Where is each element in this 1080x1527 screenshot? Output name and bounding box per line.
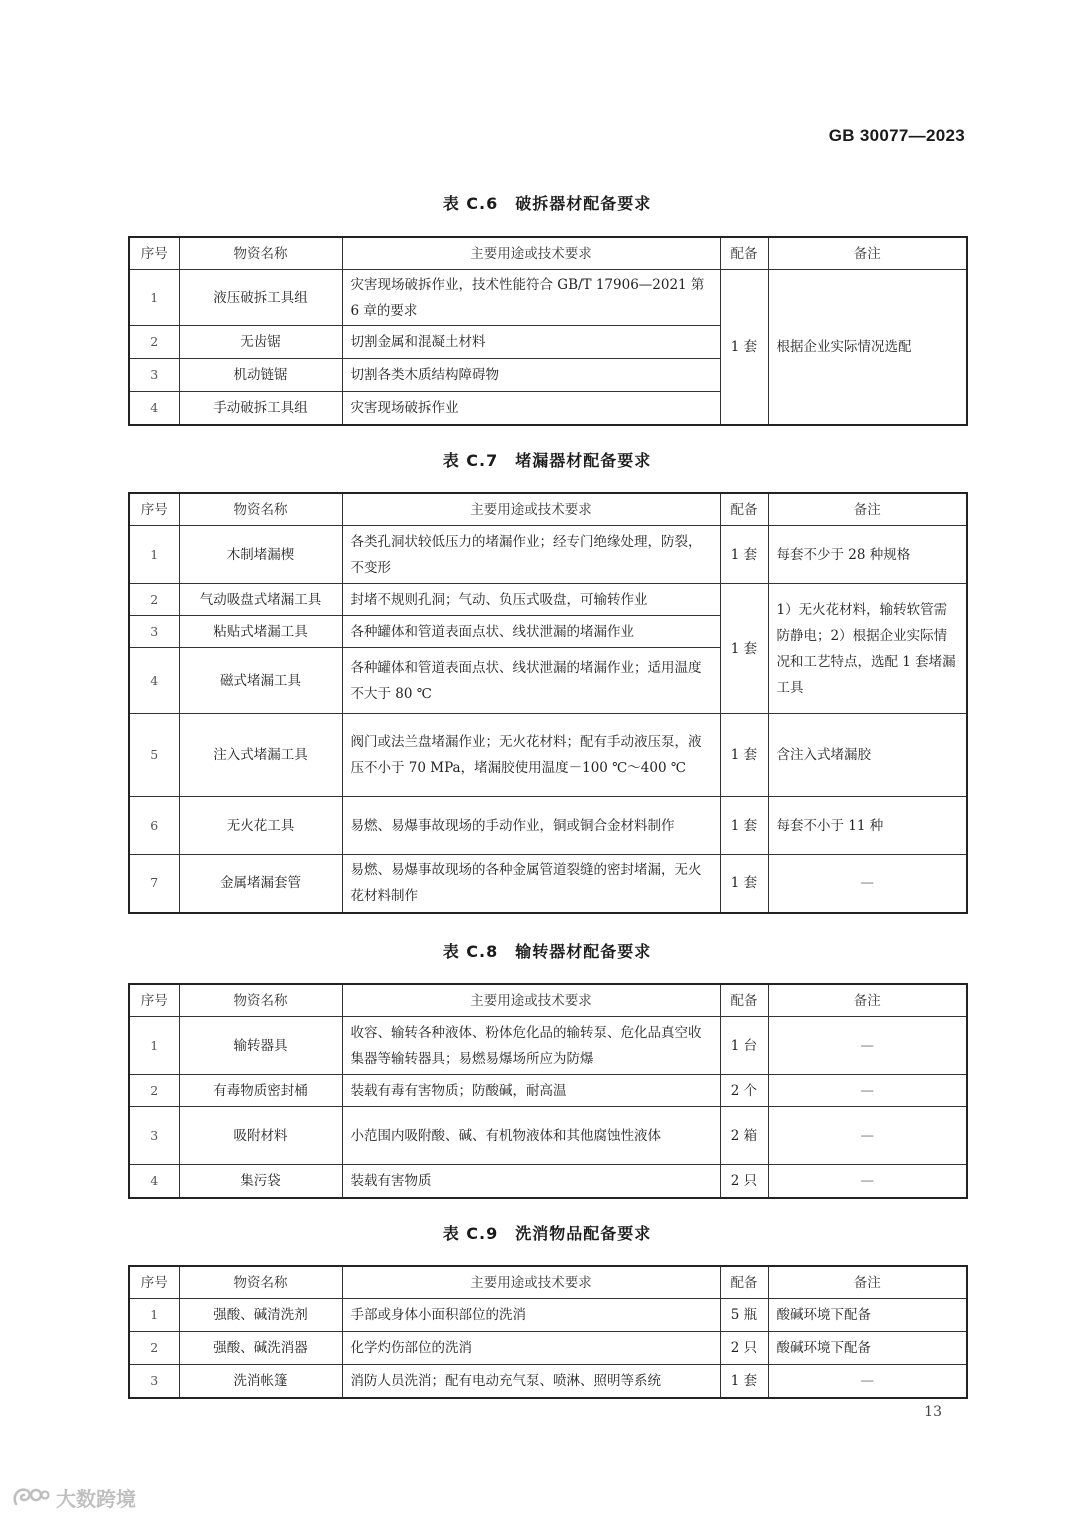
table-header-row bbox=[129, 493, 967, 526]
row-name: 磁式堵漏工具 bbox=[179, 648, 342, 714]
standard-code: GB 30077—2023 bbox=[828, 126, 965, 145]
table-row bbox=[129, 584, 967, 616]
row-name: 金属堵漏套管 bbox=[179, 855, 342, 913]
row-use: 阀门或法兰盘堵漏作业；无火花材料；配有手动液压泵，液压不小于 70 MPa，堵漏胶使用温度－100 ℃～400 ℃ bbox=[342, 714, 720, 797]
row-no: 6 bbox=[129, 797, 179, 855]
row-qty: 2 只 bbox=[720, 1165, 768, 1198]
col-header-no: 序号 bbox=[129, 1266, 179, 1299]
row-note: 酸碱环境下配备 bbox=[768, 1332, 967, 1365]
row-name: 洗消帐篷 bbox=[179, 1365, 342, 1398]
table-row bbox=[129, 270, 967, 326]
row-name: 吸附材料 bbox=[179, 1107, 342, 1165]
watermark bbox=[10, 1482, 136, 1512]
table-c8 bbox=[128, 983, 968, 1199]
col-header-qty: 配备 bbox=[720, 984, 768, 1017]
col-header-no: 序号 bbox=[129, 493, 179, 526]
row-name: 机动链锯 bbox=[179, 359, 342, 392]
row-note: — bbox=[768, 1165, 967, 1198]
table-c7-title: 表 C.7 堵漏器材配备要求 bbox=[442, 451, 652, 470]
row-name: 有毒物质密封桶 bbox=[179, 1075, 342, 1107]
table-c6-title: 表 C.6 破拆器材配备要求 bbox=[442, 194, 652, 213]
col-header-name: 物资名称 bbox=[179, 237, 342, 270]
table-header-row bbox=[129, 984, 967, 1017]
col-header-use: 主要用途或技术要求 bbox=[342, 1266, 720, 1299]
col-header-use: 主要用途或技术要求 bbox=[342, 984, 720, 1017]
row-qty: 1 套 bbox=[720, 1365, 768, 1398]
row-no: 3 bbox=[129, 616, 179, 648]
row-qty: 5 瓶 bbox=[720, 1299, 768, 1332]
row-no: 2 bbox=[129, 326, 179, 359]
row-note-shared: 1）无火花材料，输转软管需防静电；2）根据企业实际情况和工艺特点，选配 1 套堵漏工具 bbox=[768, 584, 967, 714]
table-row bbox=[129, 1107, 967, 1165]
row-use: 切割各类木质结构障碍物 bbox=[342, 359, 720, 392]
row-use: 装载有害物质 bbox=[342, 1165, 720, 1198]
col-header-qty: 配备 bbox=[720, 237, 768, 270]
col-header-note: 备注 bbox=[768, 1266, 967, 1299]
row-no: 3 bbox=[129, 1107, 179, 1165]
row-use: 消防人员洗消；配有电动充气泵、喷淋、照明等系统 bbox=[342, 1365, 720, 1398]
table-row bbox=[129, 1299, 967, 1332]
col-header-name: 物资名称 bbox=[179, 984, 342, 1017]
table-row bbox=[129, 797, 967, 855]
row-no: 7 bbox=[129, 855, 179, 913]
row-no: 4 bbox=[129, 1165, 179, 1198]
row-note: 每套不小于 11 种 bbox=[768, 797, 967, 855]
row-name: 气动吸盘式堵漏工具 bbox=[179, 584, 342, 616]
row-qty: 1 套 bbox=[720, 526, 768, 584]
row-no: 2 bbox=[129, 1075, 179, 1107]
row-no: 1 bbox=[129, 1299, 179, 1332]
row-note: 含注入式堵漏胶 bbox=[768, 714, 967, 797]
col-header-no: 序号 bbox=[129, 984, 179, 1017]
col-header-note: 备注 bbox=[768, 984, 967, 1017]
row-use: 各种罐体和管道表面点状、线状泄漏的堵漏作业；适用温度不大于 80 ℃ bbox=[342, 648, 720, 714]
row-name: 无齿锯 bbox=[179, 326, 342, 359]
row-name: 粘贴式堵漏工具 bbox=[179, 616, 342, 648]
row-qty: 1 台 bbox=[720, 1017, 768, 1075]
row-no: 5 bbox=[129, 714, 179, 797]
row-note: 每套不少于 28 种规格 bbox=[768, 526, 967, 584]
row-name: 手动破拆工具组 bbox=[179, 392, 342, 425]
table-c9-title: 表 C.9 洗消物品配备要求 bbox=[442, 1224, 652, 1243]
row-no: 1 bbox=[129, 270, 179, 326]
table-row bbox=[129, 1165, 967, 1198]
row-name: 注入式堵漏工具 bbox=[179, 714, 342, 797]
row-note: — bbox=[768, 1017, 967, 1075]
row-qty: 2 箱 bbox=[720, 1107, 768, 1165]
row-qty: 2 只 bbox=[720, 1332, 768, 1365]
row-name: 强酸、碱洗消器 bbox=[179, 1332, 342, 1365]
row-no: 4 bbox=[129, 648, 179, 714]
row-qty-shared: 1 套 bbox=[720, 584, 768, 714]
row-qty: 1 套 bbox=[720, 797, 768, 855]
watermark-text: 大数跨境 bbox=[56, 1486, 136, 1511]
row-qty: 2 个 bbox=[720, 1075, 768, 1107]
table-header-row bbox=[129, 237, 967, 270]
row-use: 切割金属和混凝土材料 bbox=[342, 326, 720, 359]
row-note-shared: 根据企业实际情况选配 bbox=[768, 270, 967, 425]
row-no: 2 bbox=[129, 1332, 179, 1365]
table-c7 bbox=[128, 492, 968, 914]
row-use: 灾害现场破拆作业 bbox=[342, 392, 720, 425]
table-row bbox=[129, 1075, 967, 1107]
row-use: 易燃、易爆事故现场的各种金属管道裂缝的密封堵漏，无火花材料制作 bbox=[342, 855, 720, 913]
row-use: 封堵不规则孔洞；气动、负压式吸盘，可输转作业 bbox=[342, 584, 720, 616]
row-use: 化学灼伤部位的洗消 bbox=[342, 1332, 720, 1365]
row-note: — bbox=[768, 1107, 967, 1165]
col-header-name: 物资名称 bbox=[179, 1266, 342, 1299]
col-header-no: 序号 bbox=[129, 237, 179, 270]
table-c6 bbox=[128, 236, 968, 426]
col-header-use: 主要用途或技术要求 bbox=[342, 493, 720, 526]
row-use: 各类孔洞状较低压力的堵漏作业；经专门绝缘处理，防裂，不变形 bbox=[342, 526, 720, 584]
watermark-logo-icon bbox=[10, 1484, 50, 1510]
row-use: 易燃、易爆事故现场的手动作业，铜或铜合金材料制作 bbox=[342, 797, 720, 855]
row-note: — bbox=[768, 1365, 967, 1398]
row-no: 4 bbox=[129, 392, 179, 425]
col-header-use: 主要用途或技术要求 bbox=[342, 237, 720, 270]
table-row bbox=[129, 1017, 967, 1075]
col-header-qty: 配备 bbox=[720, 1266, 768, 1299]
row-name: 输转器具 bbox=[179, 1017, 342, 1075]
table-header-row bbox=[129, 1266, 967, 1299]
table-row bbox=[129, 1365, 967, 1398]
row-note: — bbox=[768, 855, 967, 913]
table-row bbox=[129, 714, 967, 797]
col-header-qty: 配备 bbox=[720, 493, 768, 526]
row-use: 收容、输转各种液体、粉体危化品的输转泵、危化品真空收集器等输转器具；易燃易爆场所应为防爆 bbox=[342, 1017, 720, 1075]
row-use: 灾害现场破拆作业，技术性能符合 GB/T 17906—2021 第 6 章的要求 bbox=[342, 270, 720, 326]
row-name: 强酸、碱清洗剂 bbox=[179, 1299, 342, 1332]
row-no: 3 bbox=[129, 1365, 179, 1398]
row-use: 装载有毒有害物质；防酸碱，耐高温 bbox=[342, 1075, 720, 1107]
row-qty: 1 套 bbox=[720, 855, 768, 913]
row-name: 液压破拆工具组 bbox=[179, 270, 342, 326]
col-header-note: 备注 bbox=[768, 237, 967, 270]
row-no: 3 bbox=[129, 359, 179, 392]
table-row bbox=[129, 526, 967, 584]
row-name: 集污袋 bbox=[179, 1165, 342, 1198]
row-note: 酸碱环境下配备 bbox=[768, 1299, 967, 1332]
row-use: 小范围内吸附酸、碱、有机物液体和其他腐蚀性液体 bbox=[342, 1107, 720, 1165]
table-c9 bbox=[128, 1265, 968, 1399]
row-note: — bbox=[768, 1075, 967, 1107]
row-no: 1 bbox=[129, 526, 179, 584]
row-use: 各种罐体和管道表面点状、线状泄漏的堵漏作业 bbox=[342, 616, 720, 648]
row-no: 2 bbox=[129, 584, 179, 616]
table-row bbox=[129, 855, 967, 913]
row-qty: 1 套 bbox=[720, 714, 768, 797]
table-row bbox=[129, 1332, 967, 1365]
table-c8-title: 表 C.8 输转器材配备要求 bbox=[442, 942, 652, 961]
row-name: 木制堵漏楔 bbox=[179, 526, 342, 584]
row-no: 1 bbox=[129, 1017, 179, 1075]
row-name: 无火花工具 bbox=[179, 797, 342, 855]
page-number: 13 bbox=[924, 1404, 942, 1420]
col-header-note: 备注 bbox=[768, 493, 967, 526]
row-qty-shared: 1 套 bbox=[720, 270, 768, 425]
col-header-name: 物资名称 bbox=[179, 493, 342, 526]
row-use: 手部或身体小面积部位的洗消 bbox=[342, 1299, 720, 1332]
